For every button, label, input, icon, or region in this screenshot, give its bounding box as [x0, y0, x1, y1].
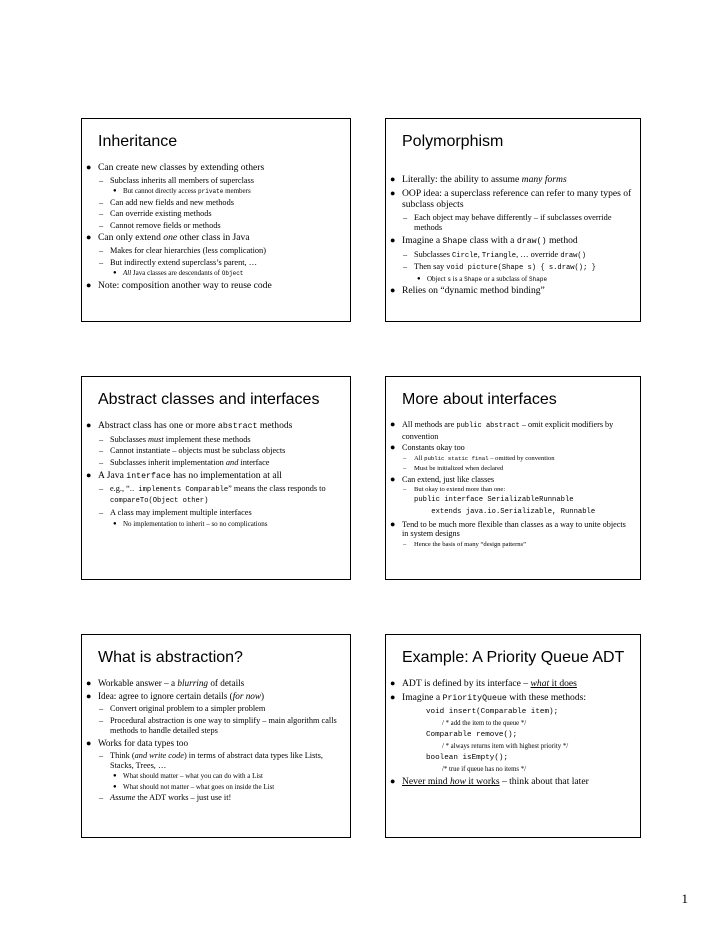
- text-run: how: [449, 775, 466, 787]
- code-comment: [386, 719, 632, 728]
- text-run: blurring: [177, 678, 209, 688]
- dash-bullet-icon: –: [99, 220, 104, 230]
- slide-title: Example: A Priority Queue ADT: [402, 649, 625, 666]
- text-run: Think (: [110, 750, 135, 760]
- text-run: one: [163, 232, 178, 244]
- slide-priority-queue-adt: [385, 634, 641, 838]
- text-run: – omitted by convention: [488, 454, 555, 462]
- bullet-level-3: [82, 269, 342, 278]
- text-run: class with a: [467, 234, 517, 246]
- dash-bullet-icon: –: [99, 792, 104, 802]
- dot-bullet-icon: ●: [86, 691, 92, 702]
- bullet-level-2: [82, 221, 342, 231]
- text-run: many forms: [521, 174, 567, 185]
- bullet-level-3: [82, 520, 342, 529]
- bullet-level-2: [386, 213, 632, 233]
- text-run: Object: [221, 270, 244, 278]
- dot-bullet-icon: ●: [86, 162, 92, 172]
- text-run: ): [261, 691, 265, 702]
- slide-body: [82, 162, 342, 294]
- bullet-level-2: [386, 250, 632, 261]
- bullet-level-2: [82, 258, 342, 268]
- text-run: draw(): [516, 236, 547, 246]
- dot-bullet-icon: ●: [86, 678, 92, 688]
- text-run: Works for data types too: [98, 737, 189, 748]
- bullet-level-2: [82, 793, 342, 803]
- dot-bullet-icon: ●: [86, 737, 92, 748]
- dot-bullet-icon: ●: [390, 691, 396, 702]
- bullet-level-2: [82, 704, 342, 714]
- text-run: public interface SerializableRunnable: [414, 496, 574, 505]
- text-run: … implements Comparable: [129, 486, 229, 495]
- slide-title: Abstract classes and interfaces: [98, 391, 320, 408]
- text-run: , … override: [516, 249, 561, 259]
- dash-bullet-icon: –: [403, 454, 407, 462]
- bullet-level-1: [82, 738, 342, 749]
- text-run: Shape: [442, 236, 468, 246]
- text-run: Subclasses: [414, 249, 453, 259]
- text-run: No implementation to inherit – so no complications: [123, 519, 268, 528]
- text-run: Makes for clear hierarchies (less complication): [110, 246, 266, 256]
- text-run: boolean isEmpty();: [426, 753, 509, 762]
- slide-inheritance: [81, 118, 351, 322]
- text-run: s: [447, 275, 452, 283]
- dot-bullet-icon: ●: [390, 442, 396, 453]
- text-run: ,: [477, 249, 482, 259]
- slide-body: [82, 678, 342, 805]
- text-run: ADT is defined by its interface –: [402, 678, 531, 689]
- bullet-level-3: [82, 772, 342, 781]
- bullet-level-2: [82, 484, 342, 506]
- dot-bullet-icon: ●: [113, 773, 117, 780]
- dot-bullet-icon: ●: [390, 285, 396, 296]
- text-run: Can override existing methods: [110, 209, 212, 219]
- text-run: abstract: [217, 422, 258, 431]
- text-run: Hence the basis of many “design patterns”: [414, 540, 527, 548]
- bullet-level-1: [386, 692, 632, 705]
- dot-bullet-icon: ●: [390, 775, 396, 786]
- dash-bullet-icon: –: [403, 262, 408, 272]
- text-run: members: [223, 187, 251, 196]
- dot-bullet-icon: ●: [86, 469, 92, 480]
- bullet-level-2: [82, 209, 342, 219]
- slide-more-about-interfaces: [385, 376, 641, 580]
- dot-bullet-icon: ●: [390, 234, 396, 245]
- bullet-level-1: [82, 691, 342, 702]
- text-run: draw(): [560, 251, 586, 260]
- bullet-level-1: [82, 162, 342, 174]
- text-run: Shape: [464, 275, 483, 283]
- dot-bullet-icon: ●: [113, 270, 117, 277]
- dash-bullet-icon: –: [99, 175, 104, 185]
- bullet-level-2: [82, 435, 342, 445]
- text-run: for now: [232, 691, 262, 702]
- text-run: Java classes are descendants of: [131, 269, 222, 278]
- text-run: or a subclass of: [482, 274, 529, 283]
- text-run: Literally: the ability to assume: [402, 174, 522, 185]
- dash-bullet-icon: –: [99, 484, 104, 494]
- text-run: extends java.io.Serializable, Runnable: [414, 507, 596, 516]
- text-run: the ADT works – just use it!: [135, 792, 232, 802]
- slide-title: Polymorphism: [402, 133, 504, 150]
- dot-bullet-icon: ●: [86, 420, 92, 430]
- dash-bullet-icon: –: [99, 457, 104, 467]
- text-run: void picture(Shape s) { s.draw(); }: [446, 264, 596, 273]
- dot-bullet-icon: ●: [113, 783, 117, 790]
- bullet-level-1: [82, 420, 342, 433]
- text-run: Never mind: [402, 775, 450, 787]
- text-run: Constants okay too: [402, 443, 465, 453]
- text-run: Shape: [529, 275, 548, 283]
- bullet-level-2: [82, 716, 342, 736]
- slide-body: [82, 420, 342, 530]
- text-run: has no implementation at all: [170, 469, 282, 481]
- text-run: must: [148, 434, 164, 444]
- bullet-level-2: [82, 198, 342, 208]
- text-run: What should matter – what you can do with a List: [123, 772, 263, 781]
- dash-bullet-icon: –: [99, 209, 104, 219]
- text-run: Assume: [110, 792, 136, 802]
- code-comment: [386, 742, 632, 751]
- bullet-level-1: [386, 776, 632, 788]
- text-run: and write code: [134, 750, 184, 760]
- bullet-level-2: [82, 458, 342, 468]
- text-run: methods: [257, 420, 293, 431]
- dot-bullet-icon: ●: [113, 520, 117, 527]
- text-run: Abstract class has one or more: [98, 420, 218, 431]
- text-run: But okay to extend more than one:: [414, 486, 506, 494]
- text-run: Each object may behave differently – if subclasses override methods: [414, 213, 612, 233]
- dot-bullet-icon: ●: [417, 275, 421, 282]
- bullet-level-1: [386, 285, 632, 297]
- bullet-level-1: [82, 232, 342, 244]
- text-run: implement these methods: [163, 434, 251, 444]
- text-run: interface: [238, 457, 270, 467]
- text-run: But indirectly extend superclass’s parent, …: [110, 257, 258, 267]
- dot-bullet-icon: ●: [390, 419, 396, 429]
- text-run: /* true if queue has no items */: [442, 765, 526, 773]
- text-run: Tend to be much more flexible than classes as a way to unite objects in system designs: [402, 519, 626, 539]
- text-run: Cannot remove fields or methods: [110, 220, 221, 230]
- text-run: Cannot instantiate – objects must be subclass objects: [110, 446, 286, 456]
- dot-bullet-icon: ●: [86, 279, 92, 290]
- bullet-level-3: [82, 783, 342, 792]
- text-run: But cannot directly access: [123, 187, 199, 196]
- text-run: Relies on “dynamic method binding”: [402, 285, 545, 297]
- slide-title: More about interfaces: [402, 391, 557, 408]
- dot-bullet-icon: ●: [390, 174, 396, 184]
- text-run: compareTo(Object other): [110, 497, 209, 506]
- text-run: – think about that later: [499, 775, 589, 787]
- dash-bullet-icon: –: [99, 446, 104, 456]
- dash-bullet-icon: –: [403, 486, 407, 494]
- text-run: public abstract: [456, 422, 520, 430]
- dash-bullet-icon: –: [99, 715, 104, 725]
- bullet-level-2: [386, 465, 632, 473]
- text-run: interface: [126, 471, 171, 481]
- text-run: / * add the item to the queue */: [442, 719, 527, 727]
- text-run: Imagine a: [402, 691, 443, 703]
- text-run: is a: [451, 274, 465, 283]
- text-run: Can create new classes by extending others: [98, 162, 265, 173]
- text-run: Note: composition another way to reuse code: [98, 279, 272, 291]
- text-run: Subclasses: [110, 434, 149, 444]
- text-run: ” means the class responds to: [228, 484, 326, 494]
- slide-abstract-classes: [81, 376, 351, 580]
- text-run: ) in terms of abstract data types like Lists, Stacks, Trees, …: [110, 750, 323, 770]
- text-run: / * always returns item with highest priority */: [442, 742, 569, 750]
- dot-bullet-icon: ●: [86, 232, 92, 243]
- text-run: Can extend, just like classes: [402, 474, 495, 484]
- code-line: [386, 753, 632, 763]
- dash-bullet-icon: –: [99, 257, 104, 267]
- bullet-level-1: [386, 188, 632, 211]
- bullet-level-3: [82, 187, 342, 196]
- text-run: PriorityQueue: [442, 693, 507, 703]
- text-run: it works: [465, 775, 500, 787]
- dot-bullet-icon: ●: [390, 473, 396, 484]
- text-run: Can add new fields and new methods: [110, 197, 234, 207]
- text-run: OOP idea: a superclass reference can refer to many types of subclass objects: [402, 187, 632, 211]
- text-run: Idea: agree to ignore certain details (: [98, 691, 233, 702]
- bullet-level-2: [386, 486, 632, 494]
- text-run: Imagine a: [402, 234, 443, 246]
- text-run: void insert(Comparable item);: [426, 707, 559, 716]
- bullet-level-2: [386, 262, 632, 273]
- bullet-level-1: [82, 470, 342, 483]
- dot-bullet-icon: ●: [390, 187, 396, 198]
- text-run: and: [225, 457, 239, 467]
- bullet-level-1: [386, 678, 632, 690]
- slide-title: What is abstraction?: [98, 649, 243, 666]
- bullet-level-1: [386, 520, 632, 539]
- text-run: Workable answer – a: [98, 678, 178, 688]
- bullet-level-2: [386, 541, 632, 549]
- text-run: what: [530, 678, 550, 689]
- text-run: A Java: [98, 469, 127, 481]
- code-line: [386, 496, 632, 506]
- dot-bullet-icon: ●: [390, 518, 396, 529]
- bullet-level-2: [82, 176, 342, 186]
- text-run: Subclass inherits all members of superclass: [110, 175, 255, 185]
- bullet-level-1: [386, 475, 632, 485]
- text-run: A class may implement multiple interfaces: [110, 507, 252, 517]
- text-run: What should not matter – what goes on inside the List: [123, 782, 275, 791]
- slide-body: [386, 174, 632, 299]
- bullet-level-1: [386, 174, 632, 186]
- text-run: Must be initialized when declared: [414, 464, 504, 472]
- dot-bullet-icon: ●: [390, 678, 396, 688]
- bullet-level-1: [82, 678, 342, 689]
- text-run: with these methods:: [506, 691, 587, 703]
- slide-what-is-abstraction: [81, 634, 351, 838]
- bullet-level-2: [82, 446, 342, 456]
- text-run: Circle: [452, 251, 478, 260]
- slide-polymorphism: [385, 118, 641, 322]
- text-run: Can only extend: [98, 232, 164, 244]
- text-run: Convert original problem to a simpler problem: [110, 704, 266, 714]
- code-line: [386, 730, 632, 740]
- dash-bullet-icon: –: [99, 704, 104, 714]
- text-run: method: [546, 234, 578, 246]
- dash-bullet-icon: –: [99, 197, 104, 207]
- dot-bullet-icon: ●: [113, 188, 117, 195]
- dash-bullet-icon: –: [403, 540, 407, 548]
- bullet-level-1: [386, 443, 632, 453]
- bullet-level-1: [386, 420, 632, 441]
- bullet-level-2: [82, 508, 342, 518]
- dash-bullet-icon: –: [99, 507, 104, 517]
- text-run: private: [198, 188, 224, 196]
- bullet-level-1: [82, 280, 342, 292]
- code-line: [386, 508, 632, 518]
- text-run: e.g., “: [110, 484, 130, 494]
- page-number: 1: [681, 891, 688, 906]
- bullet-level-2: [386, 455, 632, 463]
- text-run: other class in Java: [177, 232, 250, 244]
- text-run: it does: [549, 678, 577, 689]
- dash-bullet-icon: –: [403, 249, 408, 259]
- text-run: Comparable remove();: [426, 730, 518, 739]
- bullet-level-3: [386, 275, 632, 284]
- text-run: Subclasses inherit implementation: [110, 457, 226, 467]
- slide-body: [386, 678, 632, 789]
- text-run: Procedural abstraction is one way to simplify – main algorithm calls methods to handle detailed steps: [110, 715, 337, 735]
- bullet-level-1: [386, 235, 632, 248]
- dash-bullet-icon: –: [99, 750, 104, 760]
- text-run: Object: [427, 274, 448, 283]
- text-run: – omit explicit modifiers by convention: [402, 420, 614, 441]
- slide-body: [386, 420, 632, 551]
- text-run: All: [123, 269, 132, 278]
- text-run: of details: [208, 678, 245, 688]
- text-run: All: [414, 454, 425, 462]
- dash-bullet-icon: –: [99, 246, 104, 256]
- text-run: Then say: [414, 262, 447, 272]
- code-comment: [386, 765, 632, 774]
- text-run: All methods are: [402, 420, 457, 429]
- code-line: [386, 707, 632, 717]
- dash-bullet-icon: –: [403, 464, 407, 472]
- text-run: public static final: [424, 454, 489, 462]
- text-run: Triangle: [481, 251, 517, 260]
- bullet-level-2: [82, 751, 342, 771]
- slide-title: Inheritance: [98, 133, 178, 150]
- dash-bullet-icon: –: [99, 434, 104, 444]
- bullet-level-2: [82, 246, 342, 256]
- dash-bullet-icon: –: [403, 213, 408, 223]
